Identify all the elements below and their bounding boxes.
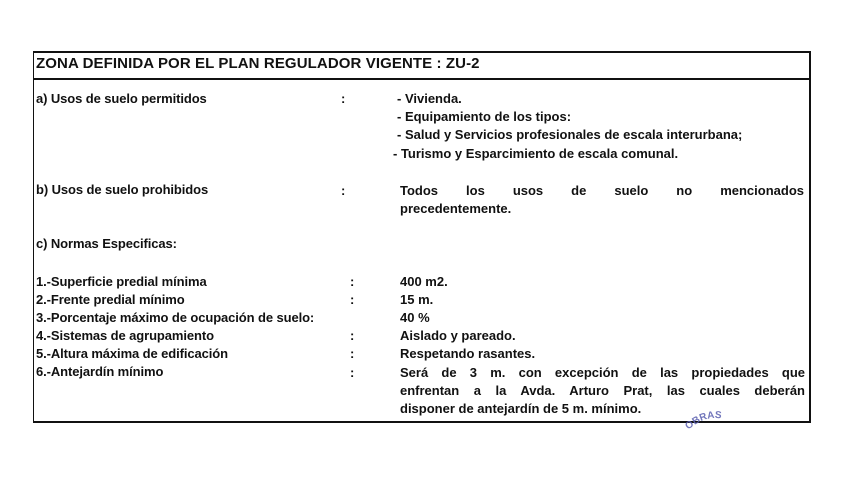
title-divider bbox=[33, 78, 811, 80]
norm-5-colon: : bbox=[350, 346, 355, 361]
norm-6-value-line-1-block bbox=[400, 365, 805, 382]
section-b-text bbox=[400, 183, 804, 200]
norm-2-label: 2.-Frente predial mínimo bbox=[36, 292, 185, 307]
norm-4-value: Aislado y pareado. bbox=[400, 328, 516, 343]
norm-5-label: 5.-Altura máxima de edificación bbox=[36, 346, 228, 361]
norm-1-value: 400 m2. bbox=[400, 274, 448, 289]
norm-6-value-line-2: enfrentan a la Avda. Arturo Prat, las cuales deberán bbox=[400, 383, 805, 398]
norm-2-value: 15 m. bbox=[400, 292, 434, 307]
norm-5-value: Respetando rasantes. bbox=[400, 346, 536, 361]
norm-6-value-line-2-block bbox=[400, 383, 805, 400]
section-b-colon: : bbox=[341, 183, 346, 198]
norm-6-value-line-3: disponer de antejardín de 5 m. mínimo. bbox=[400, 401, 642, 416]
section-b-text-line-1: Todos los usos de suelo no mencionados bbox=[400, 183, 804, 198]
norm-4-label: 4.-Sistemas de agrupamiento bbox=[36, 328, 214, 343]
norm-6-colon: : bbox=[350, 365, 355, 380]
norm-3-label: 3.-Porcentaje máximo de ocupación de suelo: bbox=[36, 310, 315, 325]
norm-2-colon: : bbox=[350, 292, 355, 307]
norm-6-value-line-1: Será de 3 m. con excepción de las propiedades que bbox=[400, 365, 805, 380]
section-a-item-4: - Turismo y Esparcimiento de escala comunal. bbox=[393, 146, 679, 161]
section-a-item-3: - Salud y Servicios profesionales de escala interurbana; bbox=[397, 127, 743, 142]
official-stamp bbox=[680, 408, 750, 438]
stamp-text: OBRAS bbox=[683, 409, 723, 433]
norm-3-value: 40 % bbox=[400, 310, 430, 325]
norm-1-label: 1.-Superficie predial mínima bbox=[36, 274, 207, 289]
section-b-label: b) Usos de suelo prohibidos bbox=[36, 182, 209, 197]
section-c-label: c) Normas Especificas: bbox=[36, 236, 177, 251]
norm-4-colon: : bbox=[350, 328, 355, 343]
norm-1-colon: : bbox=[350, 274, 355, 289]
section-a-item-2: - Equipamiento de los tipos: bbox=[397, 109, 572, 124]
section-b-text-line-2: precedentemente. bbox=[400, 201, 512, 216]
section-a-colon: : bbox=[341, 91, 346, 106]
section-a-label: a) Usos de suelo permitidos bbox=[36, 91, 207, 106]
document-title: ZONA DEFINIDA POR EL PLAN REGULADOR VIGENTE : ZU-2 bbox=[36, 55, 480, 72]
norm-6-label: 6.-Antejardín mínimo bbox=[36, 364, 164, 379]
section-a-item-1: - Vivienda. bbox=[397, 91, 462, 106]
